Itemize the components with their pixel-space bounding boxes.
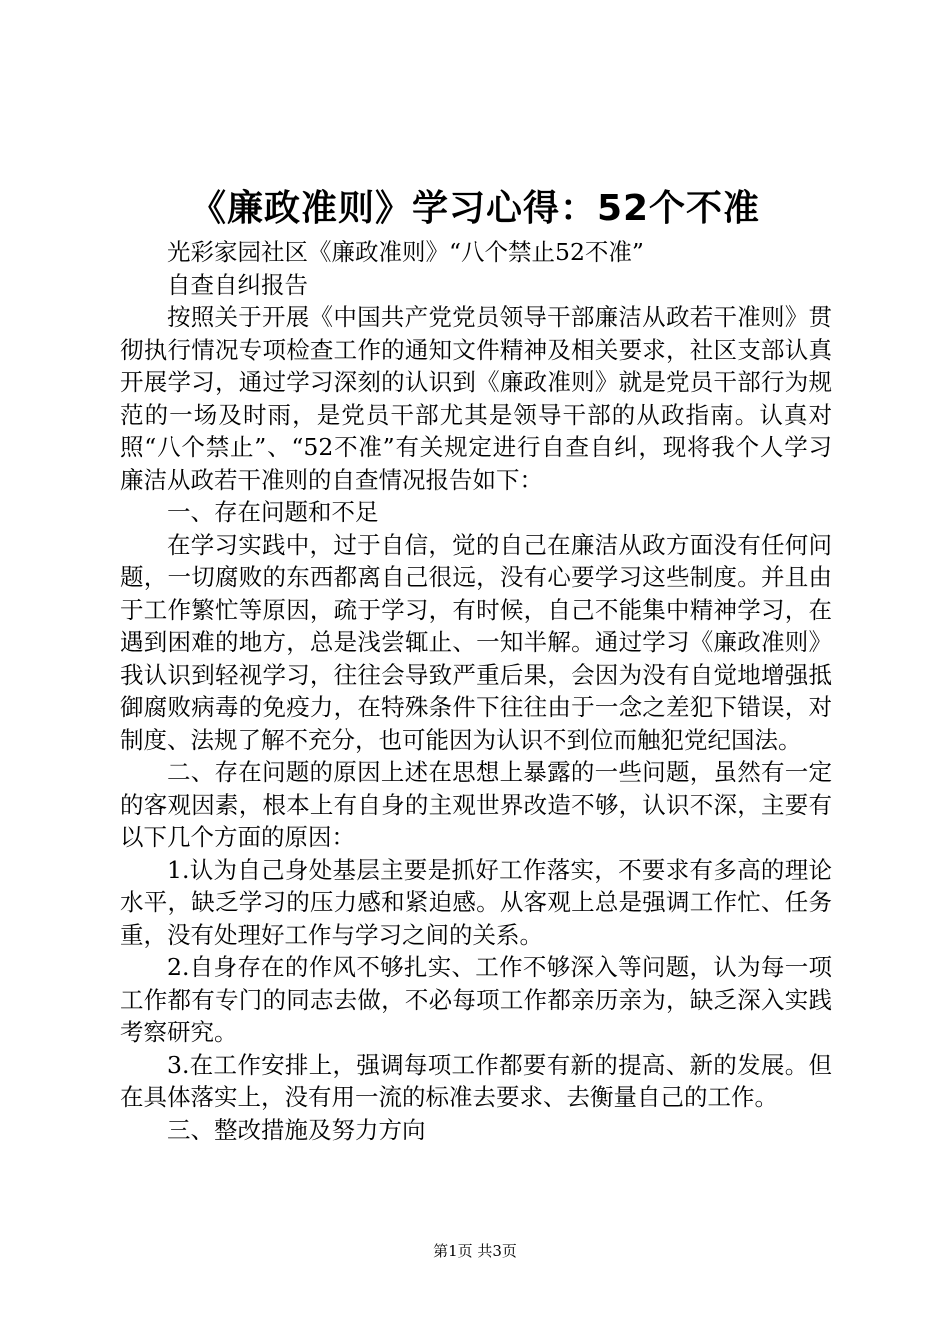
subtitle-line: 光彩家园社区《廉政准则》“八个禁止52不准” (167, 238, 644, 266)
body-paragraph: 按照关于开展《中国共产党党员领导干部廉洁从政若干准则》贯彻执行情况专项检查工作的通知文件精神及相关要求，社区支部认真开展学习，通过学习深刻的认识到《廉政准则》就是党员干部行为规范的一场及时雨，是党员干部尤其是领导干部的从政指南。认真对照“八个禁止”、“52不准”有关规定进行自查自纠，现将我个人学习廉洁从政若干准则的自查情况报告如下： (120, 303, 832, 494)
body-paragraph: 在学习实践中，过于自信，觉的自己在廉洁从政方面没有任何问题，一切腐败的东西都离自己很远，没有心要学习这些制度。并且由于工作繁忙等原因，疏于学习，有时候，自己不能集中精神学习，在遇到困难的地方，总是浅尝辄止、一知半解。通过学习《廉政准则》我认识到轻视学习，往往会导致严重后果，会因为没有自觉地增强抵御腐败病毒的免疫力，在特殊条件下往往由于一念之差犯下错误，对制度、法规了解不充分，也可能因为认识不到位而触犯党纪国法。 (120, 530, 832, 754)
subtitle-line: 自查自纠报告 (167, 270, 308, 299)
section-heading: 一、存在问题和不足 (167, 498, 379, 526)
section-heading: 三、整改措施及努力方向 (167, 1115, 426, 1144)
body-paragraph: 二、存在问题的原因上述在思想上暴露的一些问题，虽然有一定的客观因素，根本上有自身的主观世界改造不够，认识不深，主要有以下几个方面的原因： (120, 758, 832, 851)
page-number-footer: 第1页 共3页 (433, 1242, 517, 1260)
list-item: 1.认为自己身处基层主要是抓好工作落实，不要求有多高的理论水平，缺乏学习的压力感和紧迫感。从客观上总是强调工作忙、任务重，没有处理好工作与学习之间的关系。 (120, 855, 832, 949)
document-body (120, 236, 832, 1146)
list-item: 3.在工作安排上，强调每项工作都要有新的提高、新的发展。但在具体落实上，没有用一流的标准去要求、去衡量自己的工作。 (120, 1050, 832, 1111)
list-item: 2.自身存在的作风不够扎实、工作不够深入等问题，认为每一项工作都有专门的同志去做，不必每项工作都亲历亲为，缺乏深入实践考察研究。 (120, 953, 832, 1046)
document-title: 《廉政准则》学习心得：52个不准 (189, 188, 761, 229)
